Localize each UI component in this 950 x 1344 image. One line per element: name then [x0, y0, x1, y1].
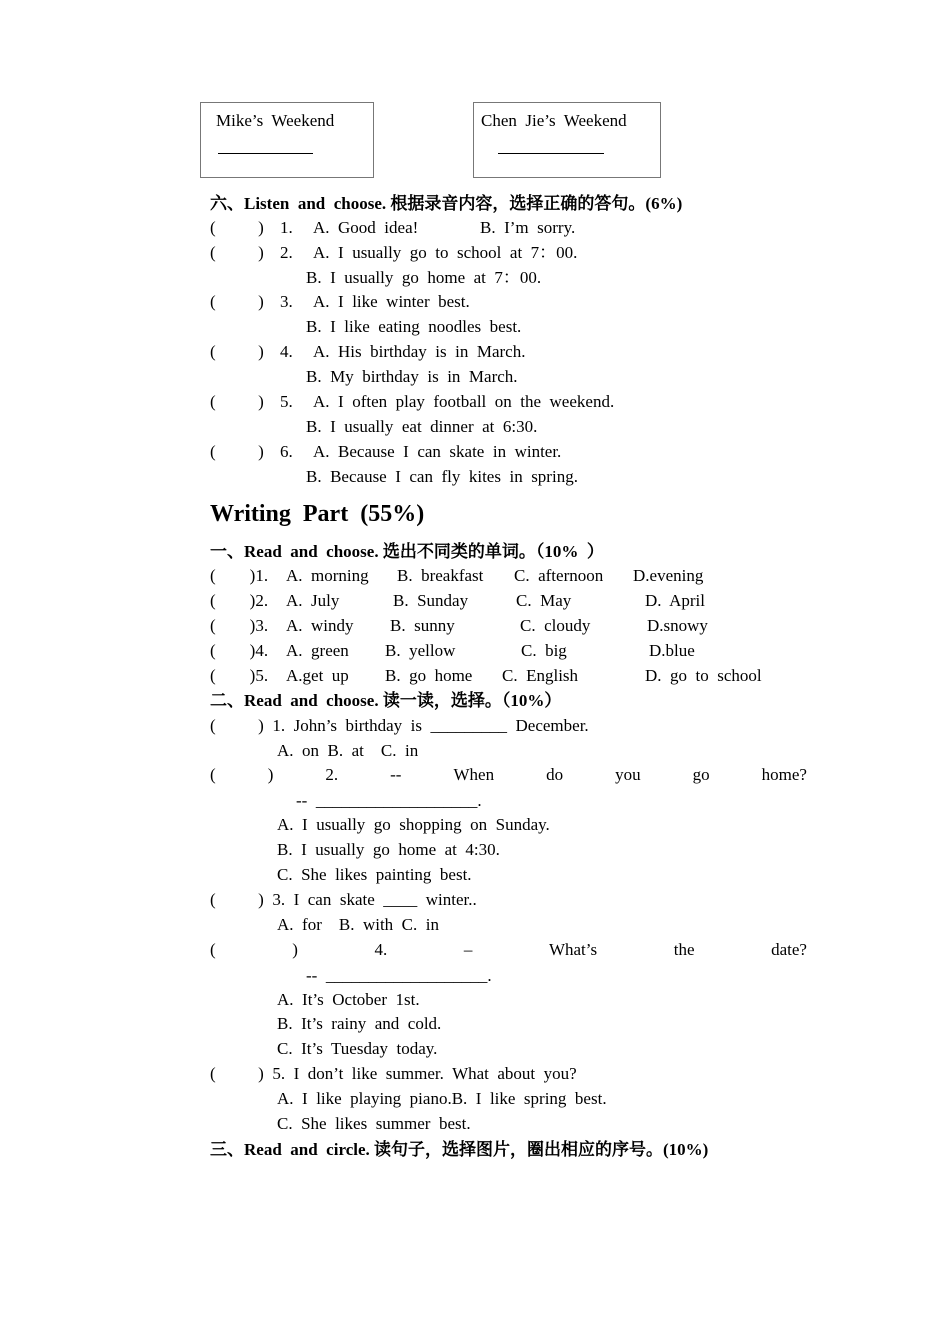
s6-q4-paren: ( )	[210, 342, 264, 361]
s1-q2-option-c: C. May	[516, 591, 572, 610]
s6-q1-num: 1.	[280, 218, 293, 237]
s1-q1-option-b: B. breakfast	[397, 566, 484, 585]
s6-q4-option-b: B. My birthday is in March.	[306, 367, 518, 386]
s1-q1-option-d: D.evening	[633, 566, 704, 585]
s2-q2-option-c: C. She likes painting best.	[277, 865, 472, 884]
s1-q2-paren: ( )2.	[210, 591, 269, 610]
s6-q6-paren: ( )	[210, 442, 264, 461]
s6-q4-option-a: A. His birthday is in March.	[313, 342, 526, 361]
s6-q6-num: 6.	[280, 442, 293, 461]
s6-q1-paren: ( )	[210, 218, 264, 237]
chen-jie-weekend-blank	[498, 153, 604, 154]
s1-q4-option-b: B. yellow	[385, 641, 456, 660]
s1-q3-paren: ( )3.	[210, 616, 269, 635]
writing-part-heading: Writing Part (55%)	[210, 501, 425, 527]
s2-q1-options: A. on B. at C. in	[277, 741, 419, 760]
s2-q2-stem: ( ) 2. -- When do you go home?	[210, 765, 807, 784]
s2-q2-option-b: B. I usually go home at 4:30.	[277, 840, 500, 859]
s1-q2-option-a: A. July	[286, 591, 340, 610]
s6-q3-option-b: B. I like eating noodles best.	[306, 317, 522, 336]
s2-q5-stem: ( ) 5. I don’t like summer. What about you?	[210, 1064, 577, 1083]
s2-q4-option-a: A. It’s October 1st.	[277, 990, 420, 1009]
section-1-title: 一、Read and choose. 选出不同类的单词。（10% ）	[210, 542, 604, 561]
s6-q3-num: 3.	[280, 292, 293, 311]
chen-jie-weekend-card	[473, 102, 661, 178]
s1-q1-option-a: A. morning	[286, 566, 369, 585]
s2-q4-answer-blank: -- ___________________.	[306, 966, 492, 985]
s6-q5-paren: ( )	[210, 392, 264, 411]
section-6-title: 六、Listen and choose. 根据录音内容，选择正确的答句。(6%)	[210, 194, 683, 213]
s1-q4-option-c: C. big	[521, 641, 567, 660]
s2-q3-stem: ( ) 3. I can skate ____ winter..	[210, 890, 477, 909]
s6-q5-option-b: B. I usually eat dinner at 6:30.	[306, 417, 538, 436]
s1-q5-option-c: C. English	[502, 666, 579, 685]
s1-q3-option-a: A. windy	[286, 616, 354, 635]
s2-q5-options-ab: A. I like playing piano.B. I like spring best.	[277, 1089, 607, 1108]
s1-q2-option-d: D. April	[645, 591, 705, 610]
s1-q5-option-b: B. go home	[385, 666, 473, 685]
s1-q5-paren: ( )5.	[210, 666, 269, 685]
s2-q3-options: A. for B. with C. in	[277, 915, 439, 934]
s6-q2-option-a: A. I usually go to school at 7：00.	[313, 243, 578, 262]
s1-q4-option-d: D.blue	[649, 641, 695, 660]
s6-q4-num: 4.	[280, 342, 293, 361]
s1-q1-option-c: C. afternoon	[514, 566, 604, 585]
s2-q2-option-a: A. I usually go shopping on Sunday.	[277, 815, 550, 834]
mike-weekend-blank	[218, 153, 313, 154]
s2-q4-option-c: C. It’s Tuesday today.	[277, 1039, 438, 1058]
s6-q5-option-a: A. I often play football on the weekend.	[313, 392, 615, 411]
s1-q1-paren: ( )1.	[210, 566, 269, 585]
s2-q5-option-c: C. She likes summer best.	[277, 1114, 471, 1133]
section-3-title: 三、Read and circle. 读句子，选择图片，圈出相应的序号。(10%)	[210, 1140, 709, 1159]
s6-q3-paren: ( )	[210, 292, 264, 311]
mike-weekend-card	[200, 102, 374, 178]
s2-q2-answer-blank: -- ___________________.	[296, 791, 482, 810]
s2-q4-option-b: B. It’s rainy and cold.	[277, 1014, 442, 1033]
s6-q2-option-b: B. I usually go home at 7：00.	[306, 268, 542, 287]
s6-q6-option-b: B. Because I can fly kites in spring.	[306, 467, 578, 486]
mike-weekend-label: Mike’s Weekend	[216, 111, 335, 130]
section-2-title: 二、Read and choose. 读一读，选择。（10%）	[210, 691, 562, 710]
s6-q1-option-b: B. I’m sorry.	[480, 218, 576, 237]
s1-q5-option-a: A.get up	[286, 666, 349, 685]
s1-q4-paren: ( )4.	[210, 641, 269, 660]
s2-q4-stem: ( ) 4. – What’s the date?	[210, 940, 807, 959]
s6-q3-option-a: A. I like winter best.	[313, 292, 470, 311]
s1-q5-option-d: D. go to school	[645, 666, 762, 685]
s6-q1-option-a: A. Good idea!	[313, 218, 419, 237]
s6-q2-num: 2.	[280, 243, 293, 262]
s6-q2-paren: ( )	[210, 243, 264, 262]
s1-q3-option-c: C. cloudy	[520, 616, 591, 635]
s2-q1-stem: ( ) 1. John’s birthday is _________ December.	[210, 716, 589, 735]
s1-q2-option-b: B. Sunday	[393, 591, 469, 610]
s1-q4-option-a: A. green	[286, 641, 349, 660]
s1-q3-option-d: D.snowy	[647, 616, 708, 635]
s6-q6-option-a: A. Because I can skate in winter.	[313, 442, 562, 461]
s6-q5-num: 5.	[280, 392, 293, 411]
chen-jie-weekend-label: Chen Jie’s Weekend	[481, 111, 627, 130]
s1-q3-option-b: B. sunny	[390, 616, 455, 635]
